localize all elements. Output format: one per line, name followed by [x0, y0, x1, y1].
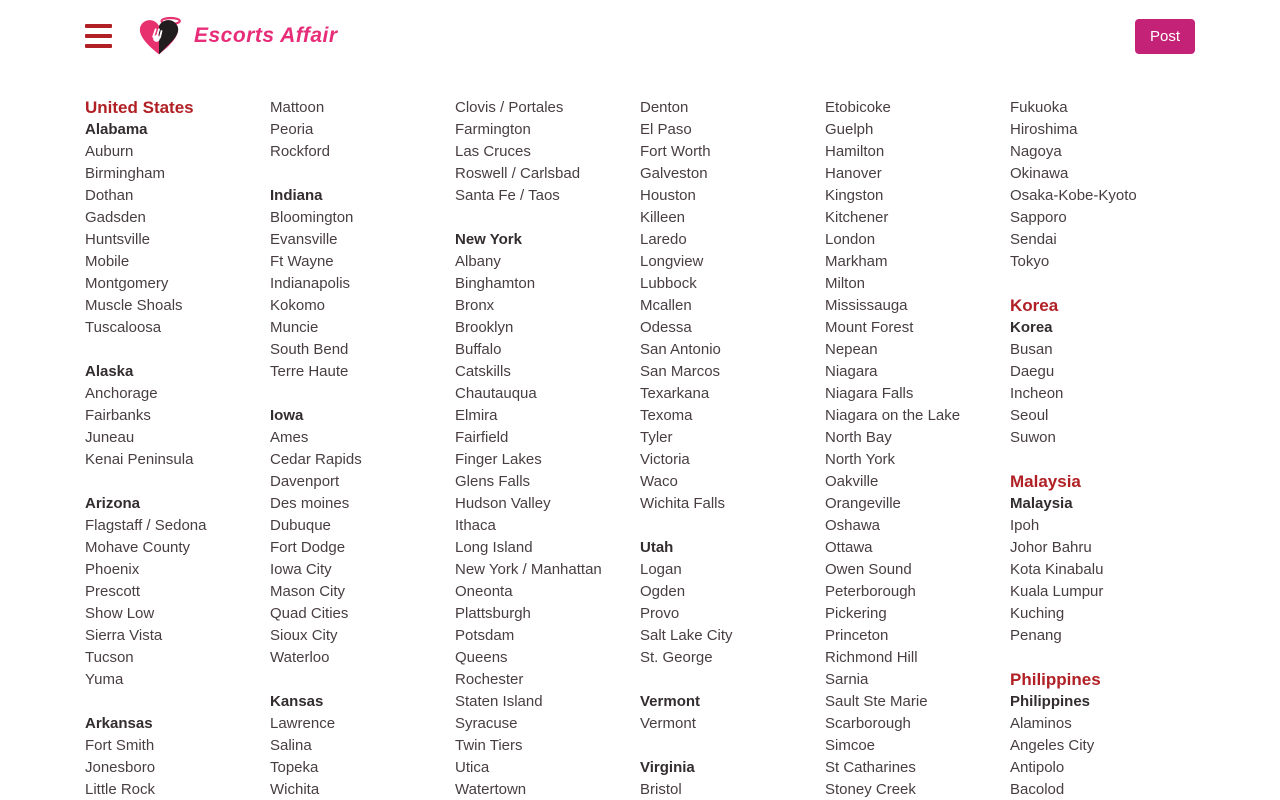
- city-link[interactable]: Tyler: [640, 429, 673, 446]
- city-link[interactable]: Anchorage: [85, 385, 158, 402]
- city-link[interactable]: El Paso: [640, 121, 692, 138]
- city-link[interactable]: Mcallen: [640, 297, 692, 314]
- city-link[interactable]: Niagara Falls: [825, 385, 914, 402]
- city-link[interactable]: Twin Tiers: [455, 737, 523, 754]
- city-link[interactable]: Daegu: [1010, 363, 1055, 380]
- city-link[interactable]: San Marcos: [640, 363, 721, 380]
- city-link[interactable]: Show Low: [85, 605, 155, 622]
- column-gap: [85, 471, 270, 493]
- city-link[interactable]: Tokyo: [1010, 253, 1050, 270]
- state-header: Malaysia: [1010, 495, 1073, 512]
- directory-column: [455, 97, 640, 800]
- city-link[interactable]: Cedar Rapids: [270, 451, 362, 468]
- city-link[interactable]: Sioux City: [270, 627, 338, 644]
- city-link[interactable]: Sarnia: [825, 671, 869, 688]
- state-header: Philippines: [1010, 693, 1091, 710]
- city-link[interactable]: Mobile: [85, 253, 130, 270]
- city-link[interactable]: Hanover: [825, 165, 882, 182]
- city-link[interactable]: Alaminos: [1010, 715, 1072, 732]
- city-link[interactable]: Huntsville: [85, 231, 151, 248]
- city-link[interactable]: Prescott: [85, 583, 141, 600]
- city-link[interactable]: Killeen: [640, 209, 686, 226]
- city-link[interactable]: Texarkana: [640, 385, 710, 402]
- city-link[interactable]: Incheon: [1010, 385, 1064, 402]
- city-link[interactable]: Roswell / Carlsbad: [455, 165, 581, 182]
- hamburger-menu-icon[interactable]: [85, 24, 112, 48]
- city-link[interactable]: Birmingham: [85, 165, 166, 182]
- city-link[interactable]: Juneau: [85, 429, 135, 446]
- heart-logo-icon: [134, 15, 184, 57]
- city-link[interactable]: Yuma: [85, 671, 124, 688]
- state-header: Iowa: [270, 407, 304, 424]
- city-link[interactable]: Utica: [455, 759, 490, 776]
- city-link[interactable]: Salt Lake City: [640, 627, 733, 644]
- column-gap: [1010, 273, 1195, 295]
- country-header: Philippines: [1010, 670, 1101, 689]
- state-header: Utah: [640, 539, 674, 556]
- city-link[interactable]: Princeton: [825, 627, 889, 644]
- city-link[interactable]: Dothan: [85, 187, 134, 204]
- directory-column: [825, 97, 1010, 800]
- city-link[interactable]: Syracuse: [455, 715, 518, 732]
- city-link[interactable]: Wichita Falls: [640, 495, 726, 512]
- city-link[interactable]: Niagara: [825, 363, 878, 380]
- city-link[interactable]: Nagoya: [1010, 143, 1062, 160]
- city-link[interactable]: Staten Island: [455, 693, 543, 710]
- city-link[interactable]: Indianapolis: [270, 275, 351, 292]
- city-link[interactable]: Des moines: [270, 495, 350, 512]
- city-link[interactable]: Little Rock: [85, 781, 156, 798]
- city-link[interactable]: Buffalo: [455, 341, 502, 358]
- state-header: Korea: [1010, 319, 1053, 336]
- city-link[interactable]: Etobicoke: [825, 99, 891, 116]
- city-link[interactable]: St. George: [640, 649, 713, 666]
- city-link[interactable]: Long Island: [455, 539, 533, 556]
- directory-column: [270, 97, 455, 800]
- city-link[interactable]: Mason City: [270, 583, 346, 600]
- directory-column: [1010, 97, 1195, 800]
- city-link[interactable]: Glens Falls: [455, 473, 531, 490]
- city-link[interactable]: Gadsden: [85, 209, 146, 226]
- city-link[interactable]: Kota Kinabalu: [1010, 561, 1104, 578]
- brand-name: Escorts Affair: [194, 24, 338, 47]
- city-link[interactable]: Fukuoka: [1010, 99, 1068, 116]
- city-link[interactable]: London: [825, 231, 876, 248]
- city-link[interactable]: Brooklyn: [455, 319, 514, 336]
- city-link[interactable]: Owen Sound: [825, 561, 912, 578]
- city-link[interactable]: Denton: [640, 99, 689, 116]
- city-link[interactable]: Auburn: [85, 143, 134, 160]
- city-link[interactable]: Scarborough: [825, 715, 911, 732]
- state-header: New York: [455, 231, 522, 248]
- city-link[interactable]: Kokomo: [270, 297, 326, 314]
- city-link[interactable]: South Bend: [270, 341, 349, 358]
- city-link[interactable]: Fort Smith: [85, 737, 155, 754]
- column-gap: [85, 691, 270, 713]
- city-link[interactable]: Bronx: [455, 297, 495, 314]
- city-link[interactable]: Elmira: [455, 407, 498, 424]
- city-link[interactable]: Watertown: [455, 781, 527, 798]
- country-header: United States: [85, 98, 194, 117]
- city-link[interactable]: Catskills: [455, 363, 511, 380]
- city-link[interactable]: Topeka: [270, 759, 319, 776]
- city-link[interactable]: Bloomington: [270, 209, 354, 226]
- city-link[interactable]: Fairfield: [455, 429, 509, 446]
- city-link[interactable]: Kingston: [825, 187, 884, 204]
- city-link[interactable]: Niagara on the Lake: [825, 407, 961, 424]
- column-gap: [85, 339, 270, 361]
- city-link[interactable]: Oshawa: [825, 517, 881, 534]
- city-link[interactable]: Victoria: [640, 451, 690, 468]
- city-link[interactable]: Lawrence: [270, 715, 336, 732]
- state-header: Arkansas: [85, 715, 153, 732]
- city-link[interactable]: Logan: [640, 561, 682, 578]
- city-link[interactable]: Seoul: [1010, 407, 1049, 424]
- city-link[interactable]: Richmond Hill: [825, 649, 918, 666]
- country-header: Malaysia: [1010, 472, 1081, 491]
- city-link[interactable]: Mattoon: [270, 99, 325, 116]
- city-link[interactable]: Kuala Lumpur: [1010, 583, 1104, 600]
- city-link[interactable]: Terre Haute: [270, 363, 349, 380]
- city-link[interactable]: Ft Wayne: [270, 253, 334, 270]
- city-link[interactable]: Binghamton: [455, 275, 536, 292]
- city-link[interactable]: Penang: [1010, 627, 1062, 644]
- city-link[interactable]: Nepean: [825, 341, 878, 358]
- column-gap: [270, 669, 455, 691]
- city-link[interactable]: St Catharines: [825, 759, 916, 776]
- city-link[interactable]: Waterloo: [270, 649, 330, 666]
- post-button[interactable]: Post: [1135, 19, 1195, 54]
- column-gap: [640, 735, 825, 757]
- city-link[interactable]: San Antonio: [640, 341, 721, 358]
- city-link[interactable]: Phoenix: [85, 561, 140, 578]
- city-link[interactable]: Hamilton: [825, 143, 885, 160]
- city-link[interactable]: Kuching: [1010, 605, 1065, 622]
- directory-columns: [85, 97, 1195, 800]
- country-header: Korea: [1010, 296, 1059, 315]
- city-link[interactable]: Milton: [825, 275, 866, 292]
- state-header: Kansas: [270, 693, 324, 710]
- city-link[interactable]: Evansville: [270, 231, 338, 248]
- state-header: Alaska: [85, 363, 134, 380]
- city-link[interactable]: Hudson Valley: [455, 495, 551, 512]
- directory-column: [640, 97, 825, 800]
- city-link[interactable]: Vermont: [640, 715, 696, 732]
- city-link[interactable]: Stoney Creek: [825, 781, 916, 798]
- city-link[interactable]: Hiroshima: [1010, 121, 1078, 138]
- city-link[interactable]: Odessa: [640, 319, 692, 336]
- city-link[interactable]: Houston: [640, 187, 696, 204]
- city-link[interactable]: Suwon: [1010, 429, 1056, 446]
- city-link[interactable]: Sapporo: [1010, 209, 1067, 226]
- city-link[interactable]: Dubuque: [270, 517, 331, 534]
- city-link[interactable]: Tuscaloosa: [85, 319, 162, 336]
- city-link[interactable]: Rockford: [270, 143, 331, 160]
- city-link[interactable]: Longview: [640, 253, 704, 270]
- state-header: Arizona: [85, 495, 141, 512]
- city-link[interactable]: Orangeville: [825, 495, 901, 512]
- city-link[interactable]: Sault Ste Marie: [825, 693, 928, 710]
- city-link[interactable]: Fort Dodge: [270, 539, 346, 556]
- city-link[interactable]: New York / Manhattan: [455, 561, 602, 578]
- city-link[interactable]: Ipoh: [1010, 517, 1040, 534]
- city-link[interactable]: Sendai: [1010, 231, 1057, 248]
- city-link[interactable]: Guelph: [825, 121, 874, 138]
- directory-column: [85, 97, 270, 800]
- city-link[interactable]: Salina: [270, 737, 312, 754]
- city-link[interactable]: Kenai Peninsula: [85, 451, 194, 468]
- city-link[interactable]: Antipolo: [1010, 759, 1065, 776]
- city-link[interactable]: Johor Bahru: [1010, 539, 1092, 556]
- city-link[interactable]: Santa Fe / Taos: [455, 187, 560, 204]
- city-link[interactable]: Quad Cities: [270, 605, 349, 622]
- city-link[interactable]: Provo: [640, 605, 680, 622]
- city-link[interactable]: North York: [825, 451, 896, 468]
- city-link[interactable]: Finger Lakes: [455, 451, 542, 468]
- city-link[interactable]: Queens: [455, 649, 508, 666]
- city-link[interactable]: Rochester: [455, 671, 524, 688]
- city-link[interactable]: Tucson: [85, 649, 134, 666]
- city-link[interactable]: Waco: [640, 473, 678, 490]
- column-gap: [270, 163, 455, 185]
- city-link[interactable]: Las Cruces: [455, 143, 531, 160]
- city-link[interactable]: Muncie: [270, 319, 319, 336]
- city-link[interactable]: Mohave County: [85, 539, 191, 556]
- city-link[interactable]: Davenport: [270, 473, 340, 490]
- city-link[interactable]: Mount Forest: [825, 319, 914, 336]
- column-gap: [640, 515, 825, 537]
- city-link[interactable]: Busan: [1010, 341, 1053, 358]
- city-link[interactable]: Bacolod: [1010, 781, 1065, 798]
- city-link[interactable]: Wichita: [270, 781, 320, 798]
- city-link[interactable]: Lubbock: [640, 275, 697, 292]
- city-link[interactable]: Clovis / Portales: [455, 99, 564, 116]
- city-link[interactable]: Potsdam: [455, 627, 515, 644]
- city-link[interactable]: Ogden: [640, 583, 686, 600]
- city-link[interactable]: Bristol: [640, 781, 682, 798]
- city-link[interactable]: Okinawa: [1010, 165, 1069, 182]
- column-gap: [1010, 449, 1195, 471]
- column-gap: [640, 669, 825, 691]
- city-link[interactable]: Oneonta: [455, 583, 513, 600]
- city-link[interactable]: Fairbanks: [85, 407, 151, 424]
- city-link[interactable]: Laredo: [640, 231, 687, 248]
- city-link[interactable]: Peterborough: [825, 583, 916, 600]
- city-link[interactable]: Jonesboro: [85, 759, 156, 776]
- city-link[interactable]: Sierra Vista: [85, 627, 163, 644]
- city-link[interactable]: Muscle Shoals: [85, 297, 183, 314]
- state-header: Alabama: [85, 121, 148, 138]
- brand-logo[interactable]: [134, 15, 338, 57]
- city-link[interactable]: Flagstaff / Sedona: [85, 517, 207, 534]
- column-gap: [270, 383, 455, 405]
- top-bar: [0, 0, 1280, 58]
- city-link[interactable]: Fort Worth: [640, 143, 711, 160]
- city-link[interactable]: Plattsburgh: [455, 605, 531, 622]
- city-link[interactable]: Oakville: [825, 473, 879, 490]
- city-link[interactable]: Kitchener: [825, 209, 889, 226]
- city-link[interactable]: Peoria: [270, 121, 314, 138]
- city-link[interactable]: Ottawa: [825, 539, 873, 556]
- city-link[interactable]: North Bay: [825, 429, 892, 446]
- city-link[interactable]: Farmington: [455, 121, 531, 138]
- column-gap: [1010, 647, 1195, 669]
- state-header: Virginia: [640, 759, 695, 776]
- city-link[interactable]: Texoma: [640, 407, 693, 424]
- city-link[interactable]: Iowa City: [270, 561, 332, 578]
- city-link[interactable]: Markham: [825, 253, 888, 270]
- state-header: Indiana: [270, 187, 323, 204]
- city-link[interactable]: Montgomery: [85, 275, 169, 292]
- city-link[interactable]: Ithaca: [455, 517, 496, 534]
- city-link[interactable]: Albany: [455, 253, 501, 270]
- city-link[interactable]: Pickering: [825, 605, 887, 622]
- city-link[interactable]: Ames: [270, 429, 309, 446]
- city-link[interactable]: Simcoe: [825, 737, 876, 754]
- column-gap: [455, 207, 640, 229]
- city-link[interactable]: Galveston: [640, 165, 708, 182]
- state-header: Vermont: [640, 693, 701, 710]
- city-link[interactable]: Mississauga: [825, 297, 908, 314]
- city-link[interactable]: Osaka-Kobe-Kyoto: [1010, 187, 1137, 204]
- city-link[interactable]: Chautauqua: [455, 385, 537, 402]
- city-link[interactable]: Angeles City: [1010, 737, 1095, 754]
